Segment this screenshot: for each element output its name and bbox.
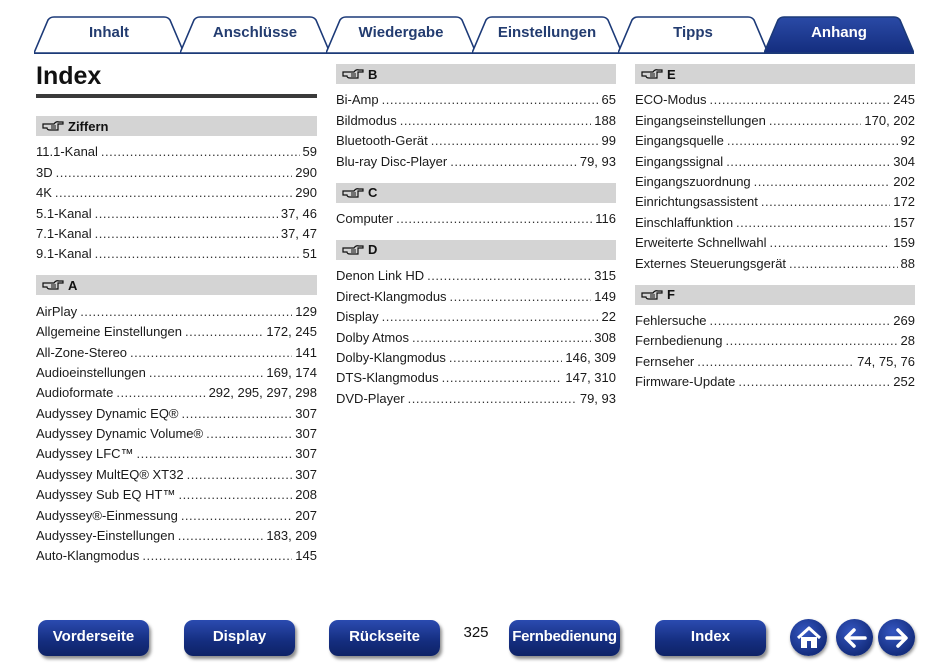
- index-entry[interactable]: [36, 400, 317, 420]
- entry-term: Display: [336, 309, 379, 325]
- dot-leader: [396, 211, 592, 226]
- entry-pages[interactable]: 37, 46: [280, 205, 317, 221]
- entry-pages[interactable]: 141: [295, 344, 317, 360]
- entry-term: 3D: [36, 164, 53, 180]
- entry-term: 4K: [36, 185, 52, 201]
- entry-term: Denon Link HD: [336, 268, 425, 284]
- tab-label: Tipps: [673, 24, 713, 41]
- dot-leader: [116, 385, 205, 400]
- dot-leader: [142, 548, 292, 563]
- entry-pages[interactable]: 245: [893, 92, 915, 108]
- entry-pages[interactable]: 37, 47: [280, 225, 317, 241]
- dot-leader: [450, 154, 577, 169]
- index-entry[interactable]: [36, 543, 317, 563]
- dot-leader: [130, 345, 292, 360]
- entry-term: Allgemeine Einstellungen: [36, 324, 182, 340]
- entry-term: Direct-Klangmodus: [336, 288, 447, 304]
- entry-pages[interactable]: 307: [295, 446, 317, 462]
- index-column-3: [635, 64, 915, 389]
- home-icon: [796, 626, 822, 650]
- entry-pages[interactable]: 28: [900, 333, 915, 349]
- index-entry[interactable]: [336, 148, 616, 168]
- entry-term: DVD-Player: [336, 390, 405, 406]
- dot-leader: [181, 508, 292, 523]
- entry-pages[interactable]: 172, 245: [266, 324, 317, 340]
- entry-pages[interactable]: 129: [295, 303, 317, 319]
- entry-pages[interactable]: 79, 93: [579, 390, 616, 406]
- dot-leader: [178, 528, 264, 543]
- index-entry[interactable]: [36, 441, 317, 461]
- index-entry[interactable]: [36, 200, 317, 220]
- entry-term: Erweiterte Schnellwahl: [635, 235, 767, 251]
- section-title: D: [368, 242, 378, 258]
- entry-term: 11.1-Kanal: [36, 144, 98, 160]
- section-title: C: [368, 185, 378, 201]
- index-entry[interactable]: [336, 87, 616, 107]
- section-header-ziffern: [36, 116, 317, 136]
- index-entry[interactable]: [36, 139, 317, 159]
- index-entry[interactable]: [36, 221, 317, 241]
- entry-pages[interactable]: 170, 202: [864, 112, 915, 128]
- entry-pages[interactable]: 116: [595, 210, 616, 226]
- entry-term: Einschlaffunktion: [635, 214, 734, 230]
- section-gap: [36, 261, 317, 275]
- index-entry[interactable]: [635, 169, 915, 189]
- entry-pages[interactable]: 169, 174: [266, 364, 317, 380]
- dot-leader: [95, 206, 278, 221]
- entry-term: Bluetooth-Gerät: [336, 133, 428, 149]
- index-entry[interactable]: [36, 523, 317, 543]
- index-entry[interactable]: [36, 421, 317, 441]
- dot-leader: [101, 144, 300, 159]
- entry-pages[interactable]: 252: [893, 374, 915, 390]
- entry-pages[interactable]: 292, 295, 297, 298: [208, 385, 317, 401]
- entry-pages[interactable]: 159: [893, 235, 915, 251]
- dot-leader: [770, 235, 891, 250]
- entry-term: Eingangsquelle: [635, 133, 724, 149]
- entry-pages[interactable]: 79, 93: [579, 153, 616, 169]
- entry-pages[interactable]: 147, 310: [565, 370, 616, 386]
- index-entry[interactable]: [635, 230, 915, 250]
- entry-pages[interactable]: 146, 309: [565, 349, 616, 365]
- dot-leader: [697, 354, 854, 369]
- index-entry[interactable]: [36, 159, 317, 179]
- section-gap: [336, 169, 616, 183]
- pointing-hand-icon: [342, 244, 364, 256]
- back-button[interactable]: [836, 619, 873, 656]
- index-entry[interactable]: [36, 339, 317, 359]
- tab-anhang[interactable]: [764, 16, 914, 52]
- tab-label: Einstellungen: [497, 24, 597, 41]
- arrow-left-icon: [842, 627, 868, 649]
- section-header-d: [336, 240, 616, 260]
- pointing-hand-icon: [342, 187, 364, 199]
- dot-leader: [450, 289, 592, 304]
- entry-term: Auto-Klangmodus: [36, 548, 140, 564]
- entry-pages[interactable]: 188: [594, 112, 616, 128]
- entry-term: Dolby-Klangmodus: [336, 349, 446, 365]
- dot-leader: [178, 487, 292, 502]
- nav-index-button[interactable]: Index: [655, 620, 766, 656]
- dot-leader: [56, 165, 293, 180]
- page-number: 325: [463, 624, 489, 641]
- entry-term: Fehlersuche: [635, 312, 707, 328]
- index-entry[interactable]: [36, 461, 317, 481]
- entry-pages[interactable]: 290: [295, 164, 317, 180]
- entry-pages[interactable]: 145: [295, 548, 317, 564]
- dot-leader: [382, 92, 599, 107]
- entry-term: Eingangszuordnung: [635, 173, 751, 189]
- index-entry[interactable]: [336, 107, 616, 127]
- section-title: B: [368, 66, 378, 82]
- dot-leader: [382, 309, 599, 324]
- entry-pages[interactable]: 307: [295, 466, 317, 482]
- dot-leader: [427, 268, 591, 283]
- index-entry[interactable]: [336, 263, 616, 283]
- section-header-b: [336, 64, 616, 84]
- entry-pages[interactable]: 290: [295, 185, 317, 201]
- entry-pages[interactable]: 157: [893, 214, 915, 230]
- entry-term: Externes Steuerungsgerät: [635, 255, 787, 271]
- entry-pages[interactable]: 74, 75, 76: [857, 353, 915, 369]
- entry-pages[interactable]: 149: [594, 288, 616, 304]
- entry-pages[interactable]: 59: [302, 144, 317, 160]
- entry-term: Audyssey-Einstellungen: [36, 528, 175, 544]
- dot-leader: [449, 350, 563, 365]
- index-entry[interactable]: [336, 206, 616, 226]
- entry-term: Audyssey LFC™: [36, 446, 134, 462]
- entry-term: Fernseher: [635, 353, 695, 369]
- dot-leader: [710, 313, 891, 328]
- index-entry[interactable]: [635, 348, 915, 368]
- section-title: Ziffern: [68, 118, 109, 134]
- entry-pages[interactable]: 92: [900, 133, 915, 149]
- section-gap: [635, 271, 915, 285]
- entry-term: DTS-Klangmodus: [336, 370, 439, 386]
- index-entry[interactable]: [336, 283, 616, 303]
- dot-leader: [736, 215, 890, 230]
- index-entry[interactable]: [635, 107, 915, 127]
- entry-term: Eingangssignal: [635, 153, 724, 169]
- entry-term: Einrichtungsassistent: [635, 194, 758, 210]
- entry-term: 5.1-Kanal: [36, 205, 92, 221]
- index-column-1: [36, 116, 317, 563]
- section-title: E: [667, 66, 676, 82]
- dot-leader: [182, 406, 293, 421]
- dot-leader: [187, 467, 293, 482]
- forward-button[interactable]: [878, 619, 915, 656]
- entry-pages[interactable]: 307: [295, 405, 317, 421]
- index-entry[interactable]: [635, 250, 915, 270]
- entry-term: Audyssey MultEQ® XT32: [36, 466, 184, 482]
- index-entry[interactable]: [36, 482, 317, 502]
- index-entry[interactable]: [36, 241, 317, 261]
- index-entry[interactable]: [336, 128, 616, 148]
- entry-term: 7.1-Kanal: [36, 225, 92, 241]
- pointing-hand-icon: [42, 279, 64, 291]
- tab-anschluesse[interactable]: [180, 16, 330, 52]
- dot-leader: [206, 426, 292, 441]
- dot-leader: [725, 333, 897, 348]
- dot-leader: [80, 304, 292, 319]
- tab-label: Wiedergabe: [358, 24, 444, 41]
- dot-leader: [95, 246, 300, 261]
- index-entry[interactable]: [36, 360, 317, 380]
- pointing-hand-icon: [641, 289, 663, 301]
- index-entry[interactable]: [635, 189, 915, 209]
- index-entry[interactable]: [635, 328, 915, 348]
- dot-leader: [149, 365, 264, 380]
- entry-term: AirPlay: [36, 303, 78, 319]
- dot-leader: [95, 226, 278, 241]
- pointing-hand-icon: [42, 120, 64, 132]
- index-entry[interactable]: [336, 304, 616, 324]
- entry-pages[interactable]: 269: [893, 312, 915, 328]
- index-entry[interactable]: [635, 148, 915, 168]
- index-entry[interactable]: [635, 128, 915, 148]
- section-header-f: [635, 285, 915, 305]
- index-entry[interactable]: [36, 319, 317, 339]
- entry-term: Computer: [336, 210, 394, 226]
- top-tab-bar: [34, 16, 914, 54]
- dot-leader: [400, 113, 592, 128]
- entry-pages[interactable]: 208: [295, 487, 317, 503]
- section-header-e: [635, 64, 915, 84]
- index-entry[interactable]: [36, 180, 317, 200]
- index-entry[interactable]: [336, 365, 616, 385]
- entry-term: Audyssey®-Einmessung: [36, 507, 178, 523]
- entry-term: ECO-Modus: [635, 92, 707, 108]
- entry-pages[interactable]: 22: [601, 309, 616, 325]
- arrow-right-icon: [884, 627, 910, 649]
- dot-leader: [727, 133, 898, 148]
- dot-leader: [710, 92, 891, 107]
- tab-label: Anhang: [811, 24, 867, 41]
- index-entry[interactable]: [36, 380, 317, 400]
- entry-term: 9.1-Kanal: [36, 246, 92, 262]
- entry-term: All-Zone-Stereo: [36, 344, 128, 360]
- title-rule: [36, 94, 317, 98]
- dot-leader: [769, 113, 862, 128]
- dot-leader: [431, 133, 599, 148]
- section-header-c: [336, 183, 616, 203]
- home-button[interactable]: [790, 619, 827, 656]
- entry-term: Dolby Atmos: [336, 329, 409, 345]
- entry-term: Audioeinstellungen: [36, 364, 146, 380]
- index-entry[interactable]: [336, 385, 616, 405]
- tab-label: Inhalt: [89, 24, 129, 41]
- entry-term: Audioformate: [36, 385, 114, 401]
- entry-pages[interactable]: 307: [295, 426, 317, 442]
- section-title: A: [68, 277, 78, 293]
- index-entry[interactable]: [36, 502, 317, 522]
- entry-pages[interactable]: 207: [295, 507, 317, 523]
- index-entry[interactable]: [336, 345, 616, 365]
- index-entry[interactable]: [635, 369, 915, 389]
- entry-pages[interactable]: 183, 209: [266, 528, 317, 544]
- dot-leader: [726, 154, 890, 169]
- pointing-hand-icon: [641, 68, 663, 80]
- page-title: Index: [36, 62, 102, 90]
- index-column-2: [336, 64, 616, 406]
- entry-pages[interactable]: 172: [893, 194, 915, 210]
- entry-term: Audyssey Dynamic EQ®: [36, 405, 179, 421]
- entry-term: Bildmodus: [336, 112, 397, 128]
- entry-term: Firmware-Update: [635, 374, 736, 390]
- dot-leader: [754, 174, 891, 189]
- entry-term: Audyssey Sub EQ HT™: [36, 487, 176, 503]
- index-entry[interactable]: [336, 324, 616, 344]
- dot-leader: [789, 256, 897, 271]
- nav-vorderseite-button[interactable]: Vorderseite: [38, 620, 149, 656]
- entry-pages[interactable]: 88: [900, 255, 915, 271]
- nav-display-button[interactable]: Display: [184, 620, 295, 656]
- entry-pages[interactable]: 304: [893, 153, 915, 169]
- entry-term: Bi-Amp: [336, 92, 379, 108]
- dot-leader: [185, 324, 263, 339]
- nav-fernbedienung-button[interactable]: Fernbedienung: [509, 620, 620, 656]
- dot-leader: [738, 374, 890, 389]
- entry-pages[interactable]: 315: [594, 268, 616, 284]
- entry-term: Eingangseinstellungen: [635, 112, 766, 128]
- section-gap: [336, 226, 616, 240]
- entry-pages[interactable]: 65: [601, 92, 616, 108]
- dot-leader: [408, 391, 577, 406]
- entry-term: Blu-ray Disc-Player: [336, 153, 448, 169]
- tab-inhalt[interactable]: [34, 16, 184, 52]
- tab-wiedergabe[interactable]: [326, 16, 476, 52]
- nav-rueckseite-button[interactable]: Rückseite: [329, 620, 440, 656]
- entry-pages[interactable]: 99: [601, 133, 616, 149]
- tab-tipps[interactable]: [618, 16, 768, 52]
- pointing-hand-icon: [342, 68, 364, 80]
- dot-leader: [412, 330, 591, 345]
- section-header-a: [36, 275, 317, 295]
- index-entry[interactable]: [635, 308, 915, 328]
- section-title: F: [667, 287, 675, 303]
- dot-leader: [137, 446, 293, 461]
- index-entry[interactable]: [635, 209, 915, 229]
- dot-leader: [55, 185, 292, 200]
- entry-term: Audyssey Dynamic Volume®: [36, 426, 204, 442]
- tab-label: Anschlüsse: [212, 24, 298, 41]
- index-entry[interactable]: [36, 298, 317, 318]
- entry-pages[interactable]: 202: [893, 173, 915, 189]
- index-entry[interactable]: [635, 87, 915, 107]
- dot-leader: [442, 370, 563, 385]
- entry-pages[interactable]: 308: [594, 329, 616, 345]
- tab-einstellungen[interactable]: [472, 16, 622, 52]
- entry-pages[interactable]: 51: [302, 246, 317, 262]
- dot-leader: [761, 194, 890, 209]
- entry-term: Fernbedienung: [635, 333, 723, 349]
